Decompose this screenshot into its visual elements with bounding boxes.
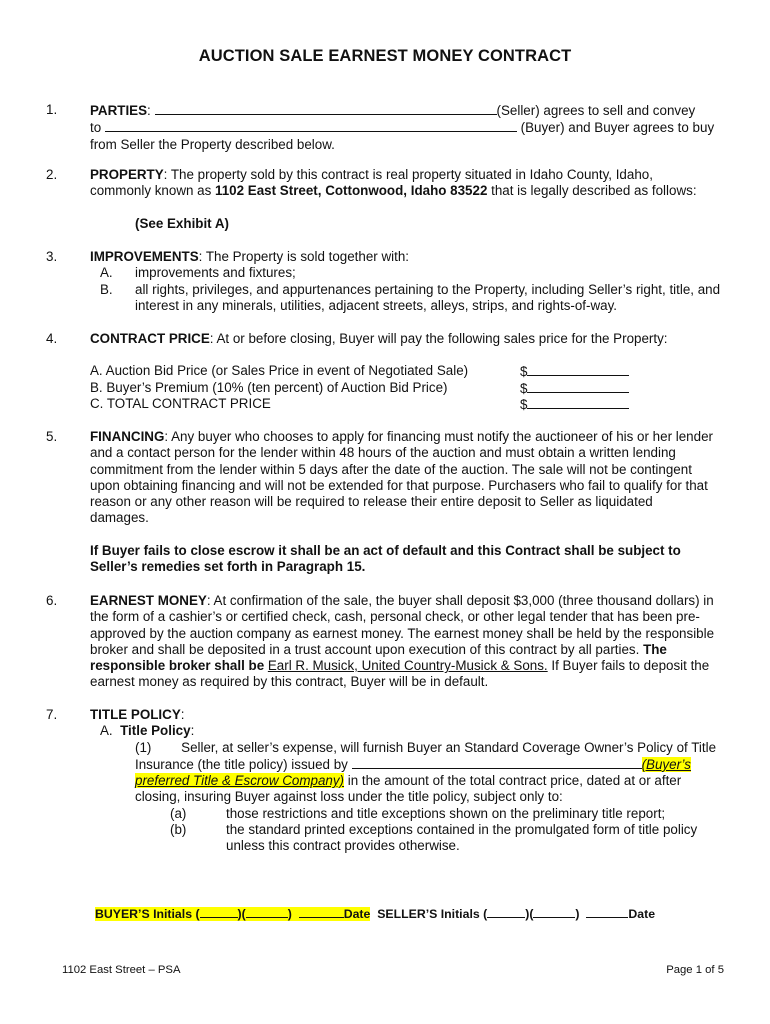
initials-close: ) — [287, 907, 292, 921]
improvements-heading: IMPROVEMENTS — [90, 249, 199, 264]
buyer-initials-label: BUYER’S Initials ( — [95, 907, 200, 921]
property-text-c: that is legally described as follows: — [487, 183, 697, 199]
clause-text-a: Seller, at seller’s expense, will furnish Buyer an Standard Coverage Owner’s Policy of Title Insurance (the title policy) issued by — [135, 739, 717, 772]
price-blank[interactable] — [527, 363, 629, 376]
default-notice: If Buyer fails to close escrow it shall be an act of default and this Contract shall be subject to Seller’s remedies set forth in Paragraph 15. — [90, 542, 681, 575]
sub-text: those restrictions and title exceptions shown on the preliminary title report; — [226, 805, 666, 821]
price-label: C. TOTAL CONTRACT PRICE — [90, 395, 271, 411]
financing-heading: FINANCING — [90, 429, 165, 444]
title-company-blank[interactable] — [352, 756, 642, 769]
parties-text-a: (Seller) agrees to sell and convey — [496, 103, 696, 118]
footer-document-ref: 1102 East Street – PSA — [62, 964, 181, 976]
dollar-sign: $ — [520, 380, 528, 396]
document-title: AUCTION SALE EARNEST MONEY CONTRACT — [198, 47, 572, 65]
section-5-number: 5. — [46, 429, 58, 444]
price-field[interactable] — [520, 396, 629, 413]
parties-heading: PARTIES — [90, 103, 148, 118]
contract-price-heading: CONTRACT PRICE — [90, 331, 210, 346]
item-text: all rights, privileges, and appurtenances pertaining to the Property, including Seller’s right, title, and interest in any minerals, utilities, adjacent streets, alleys, strips, and rights-of-way. — [135, 281, 721, 313]
broker-label: The responsible broker shall be — [90, 641, 667, 674]
initials-sep: )( — [237, 907, 246, 921]
seller-date-blank[interactable] — [586, 907, 628, 918]
clause-text-b: in the amount of the total contract price, dated at or after closing, insuring Buyer against loss under the title policy, subject only to: — [135, 773, 682, 805]
title-policy-subheading: Title Policy — [120, 723, 191, 739]
section-earnest-money — [90, 593, 722, 691]
initials-sep: )( — [525, 907, 534, 921]
sub-letter: (b) — [170, 822, 187, 838]
section-parties: PARTIES: (Seller) agrees to sell and convey to (Buyer) and Buyer agrees to buy from Seller the Property described below. — [90, 102, 730, 153]
section-contract-price — [90, 331, 730, 412]
price-row-bid — [90, 363, 730, 379]
exhibit-reference: (See Exhibit A) — [135, 215, 229, 231]
buyer-initials — [95, 907, 370, 921]
section-2-number: 2. — [46, 167, 58, 182]
property-heading: PROPERTY — [90, 167, 164, 182]
property-text-a: : The property sold by this contract is real property situated in Idaho County, Idaho, — [163, 167, 653, 182]
section-title-policy: TITLE POLICY: A. Title Policy: (1) Seller, at seller’s expense, will furnish Buyer an Standard Coverage Owner’s Policy of Title Insurance (the title policy) issued by (Buyer’s preferred Title & Escrow Company) in the amount of the total contract price, dated at or after closing, insuring Buyer against loss under the title policy, subject only to: (a) those restrictions and title exceptions shown on the preliminary title report; (b) the standard printed exceptions contained in the promulgated form of title policy unless this contract provides otherwise. — [90, 707, 730, 855]
clause-number: (1) — [135, 739, 152, 755]
item-text: improvements and fixtures; — [135, 265, 296, 281]
clause-sub-a — [160, 806, 730, 822]
broker-name: Earl R. Musick, United Country-Musick & Sons. — [267, 658, 548, 674]
parties-to: to — [90, 120, 102, 136]
improvements-text: : The Property is sold together with: — [198, 249, 410, 264]
section-7-number: 7. — [46, 707, 58, 722]
buyers-preferred-title-company: (Buyer’s preferred Title & Escrow Company) — [135, 756, 691, 789]
price-blank[interactable] — [527, 396, 629, 409]
price-label: A. Auction Bid Price (or Sales Price in event of Negotiated Sale) — [90, 363, 469, 379]
section-financing — [90, 429, 715, 575]
footer-page-number: Page 1 of 5 — [666, 964, 724, 976]
dollar-sign: $ — [520, 364, 528, 380]
seller-initial-1[interactable] — [487, 907, 525, 918]
financing-text: : Any buyer who chooses to apply for financing must notify the auctioneer of his or her lender and a contact person for the lender within 48 hours of the auction and must obtain a written lending commitment from the lender within 5 days after the date of the auction. The sale will not be contingent upon obtaining financing and will not be extended for that purpose. Purchasers who fail to qualify for that reason or any other reason will be required to release their entire deposit to Seller as liquidated damages. — [90, 429, 713, 526]
earnest-money-text-c: If Buyer fails to deposit the earnest money as required by this contract, Buyer will be in default. — [90, 658, 710, 690]
sub-text: the standard printed exceptions contained in the promulgated form of title policy unless this contract provides otherwise. — [226, 822, 698, 854]
clause-sub-b — [160, 822, 730, 855]
parties-text-b: (Buyer) and Buyer agrees to buy — [516, 120, 715, 136]
section-1-number: 1. — [46, 102, 58, 117]
earnest-money-text: : At confirmation of the sale, the buyer shall deposit $3,000 (three thousand dollars) in the form of a cashier’s or certified check, cash, personal check, or other legal tender that has been pre-approved by the auction company as earnest money. The earnest money shall be held by the responsible broker and shall be deposited in a trust account upon execution of this contract by all parties. — [90, 593, 715, 657]
property-text-b: commonly known as — [90, 183, 216, 199]
item-letter: B. — [100, 281, 113, 297]
price-row-total — [90, 396, 730, 412]
contract-price-text: : At or before closing, Buyer will pay the following sales price for the Property: — [209, 331, 668, 346]
price-field[interactable] — [520, 363, 629, 380]
section-improvements — [90, 249, 730, 314]
title-policy-clause-1 — [135, 740, 725, 806]
dollar-sign: $ — [520, 396, 528, 412]
price-label: B. Buyer’s Premium (10% (ten percent) of Auction Bid Price) — [90, 379, 448, 395]
section-property — [90, 167, 730, 232]
earnest-money-heading: EARNEST MONEY — [90, 593, 207, 608]
initials-close: ) — [575, 907, 580, 921]
sub-letter: (a) — [170, 805, 187, 821]
title-policy-colon: : — [180, 707, 185, 722]
property-address: 1102 East Street, Cottonwood, Idaho 83522 — [215, 183, 488, 199]
price-blank[interactable] — [527, 380, 629, 393]
buyer-initial-1[interactable] — [200, 907, 238, 918]
sub-a-letter: A. — [100, 723, 113, 739]
seller-name-blank[interactable] — [155, 102, 497, 115]
seller-date-label: Date — [628, 907, 656, 921]
seller-initial-2[interactable] — [533, 907, 575, 918]
price-row-premium — [90, 380, 730, 396]
improvement-item-b — [90, 282, 730, 315]
title-policy-heading: TITLE POLICY — [90, 707, 181, 722]
buyer-name-blank[interactable] — [105, 119, 517, 132]
price-field[interactable] — [520, 380, 629, 397]
buyer-date-label: Date — [343, 907, 371, 921]
parties-text-c: from Seller the Property described below. — [90, 136, 335, 152]
buyer-date-blank[interactable] — [299, 907, 344, 918]
buyer-initial-2[interactable] — [246, 907, 288, 918]
improvement-item-a — [90, 265, 730, 281]
item-letter: A. — [100, 265, 113, 281]
section-6-number: 6. — [46, 593, 58, 608]
seller-initials-label: SELLER’S Initials ( — [377, 907, 488, 921]
section-3-number: 3. — [46, 249, 58, 264]
section-4-number: 4. — [46, 331, 58, 346]
initials-line — [95, 907, 655, 921]
